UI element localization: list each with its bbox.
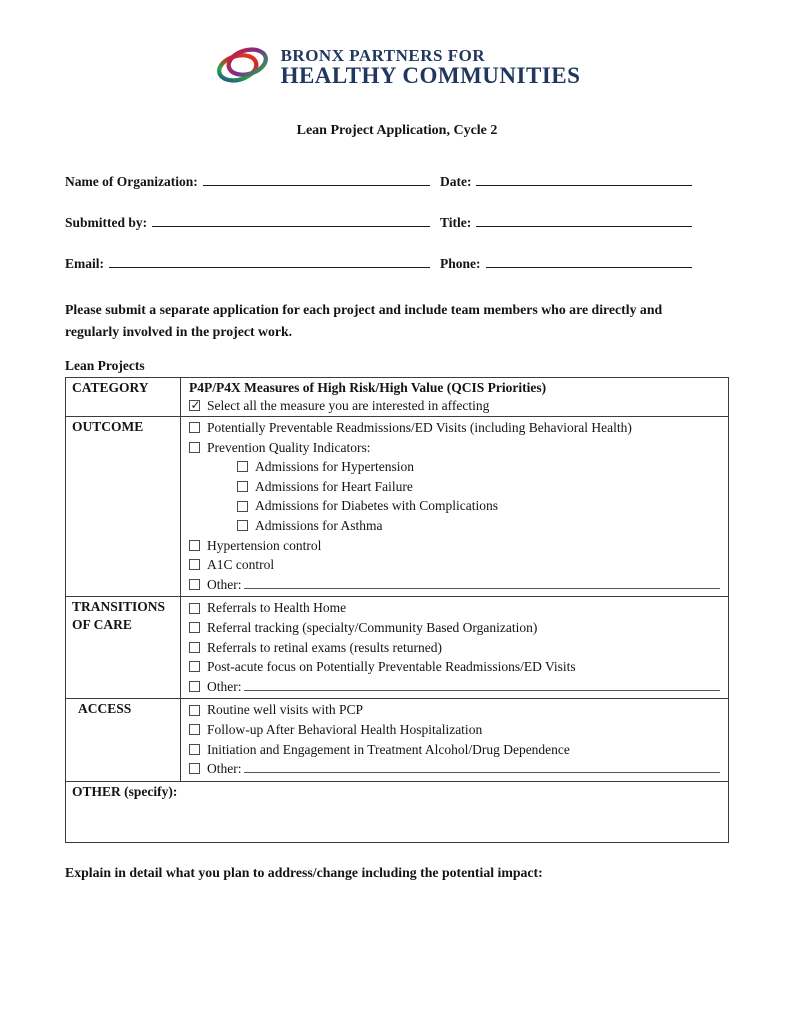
checkbox-item[interactable] [189,457,720,477]
field-row-3 [65,255,729,272]
checkbox-icon[interactable] [237,481,248,492]
other-fill-line[interactable] [244,679,721,691]
checkbox-label: Routine well visits with PCP [207,702,364,718]
checkbox-icon[interactable] [189,705,200,716]
checkbox-label: Initiation and Engagement in Treatment Alcohol/Drug Dependence [207,741,570,757]
checkbox-label: Potentially Preventable Readmissions/ED Visits (including Behavioral Health) [207,420,632,435]
checkbox-item[interactable] [189,555,720,575]
checkbox-item[interactable] [189,598,720,618]
date-field-line[interactable] [476,173,692,186]
org-field-line[interactable] [203,173,430,186]
checkbox-label: Referral tracking (specialty/Community Based Organization) [207,619,538,635]
table-row-transitions-of-care [66,597,728,699]
checkbox-item[interactable] [189,700,720,720]
other-specify-label: OTHER (specify): [72,783,178,799]
table-caption: Lean Projects [65,358,145,373]
checkbox-item[interactable] [189,740,720,760]
checkbox-label: Admissions for Asthma [255,517,383,533]
checkbox-item[interactable] [189,418,720,438]
submitted-by-field-label: Submitted by: [65,215,148,230]
checkbox-label: Admissions for Heart Failure [255,478,413,494]
checkbox-label: Referrals to retinal exams (results returned) [207,639,443,655]
checkbox-item-other[interactable] [189,759,720,779]
submitted-by-field-line[interactable] [152,214,430,227]
checkbox-label: Prevention Quality Indicators: [207,439,371,455]
checkbox-icon[interactable] [189,744,200,755]
org-name-line2: HEALTHY COMMUNITIES [280,63,581,89]
checkbox-item[interactable] [189,477,720,497]
transitions-row-label: TRANSITIONS OF CARE [66,597,181,698]
select-all-label: Select all the measure you are interested in affecting [207,397,490,413]
checkbox-icon[interactable] [189,763,200,774]
table-row-other-specify [66,782,728,842]
checkbox-icon[interactable] [189,579,200,590]
category-heading: P4P/P4X Measures of High Risk/High Value (QCIS Priorities) [189,380,547,395]
checkbox-item[interactable] [189,496,720,516]
org-field-label: Name of Organization: [65,174,198,189]
checkbox-label: Follow-up After Behavioral Health Hospitalization [207,721,483,737]
table-row-access [66,699,728,781]
checkbox-icon[interactable] [189,681,200,692]
checkbox-item[interactable] [189,638,720,658]
explain-prompt: Explain in detail what you plan to address/change including the potential impact: [65,864,543,880]
field-row-2 [65,214,729,231]
checkbox-label: A1C control [207,557,275,573]
document-title: Lean Project Application, Cycle 2 [296,123,498,138]
checkbox-label: Hypertension control [207,537,322,553]
checkbox-label: Other: [207,576,242,592]
outcome-row-label: OUTCOME [66,417,181,596]
checkbox-label: Referrals to Health Home [207,600,347,616]
checkbox-item[interactable] [189,438,720,458]
category-row-label: CATEGORY [66,378,181,416]
checkbox-label: Post-acute focus on Potentially Preventable Readmissions/ED Visits [207,659,576,675]
checkbox-label: Admissions for Hypertension [255,459,414,475]
date-field-label: Date: [440,174,472,189]
checkbox-item-other[interactable] [189,677,720,697]
checkbox-icon[interactable] [189,724,200,735]
checked-checkbox-icon[interactable] [189,400,200,411]
checkbox-icon[interactable] [189,603,200,614]
lean-projects-table [65,377,729,843]
rainbow-rings-logo-icon [214,40,271,95]
instructions-text: Please submit a separate application for each project and include team members who are directly and regularly involved in the project work. [65,302,663,339]
checkbox-icon[interactable] [237,461,248,472]
checkbox-label: Other: [207,678,242,694]
table-row-outcome [66,417,728,597]
checkbox-item-other[interactable] [189,575,720,595]
checkbox-item[interactable] [189,657,720,677]
checkbox-item[interactable] [189,618,720,638]
table-row-category [66,378,728,417]
checkbox-icon[interactable] [189,661,200,672]
checkbox-icon[interactable] [189,540,200,551]
org-logo [65,0,729,95]
checkbox-icon[interactable] [189,642,200,653]
phone-field-line[interactable] [486,255,693,268]
select-all-checkbox-item[interactable] [189,397,720,415]
checkbox-icon[interactable] [237,520,248,531]
email-field-line[interactable] [109,255,430,268]
field-row-1 [65,173,729,190]
checkbox-label: Admissions for Diabetes with Complications [255,498,498,514]
org-name-line1: BRONX PARTNERS FOR [280,45,486,65]
checkbox-icon[interactable] [237,501,248,512]
checkbox-icon[interactable] [189,622,200,633]
title-field-line[interactable] [476,214,692,227]
other-fill-line[interactable] [244,577,721,589]
phone-field-label: Phone: [440,256,481,271]
header-fields [65,173,729,272]
checkbox-item[interactable] [189,536,720,556]
title-field-label: Title: [440,215,472,230]
checkbox-icon[interactable] [189,442,200,453]
email-field-label: Email: [65,256,104,271]
checkbox-item[interactable] [189,720,720,740]
access-row-label: ACCESS [66,699,181,780]
checkbox-item[interactable] [189,516,720,536]
other-fill-line[interactable] [244,761,721,773]
checkbox-icon[interactable] [189,422,200,433]
checkbox-icon[interactable] [189,559,200,570]
other-specify-cell[interactable] [66,782,728,842]
checkbox-label: Other: [207,761,242,777]
